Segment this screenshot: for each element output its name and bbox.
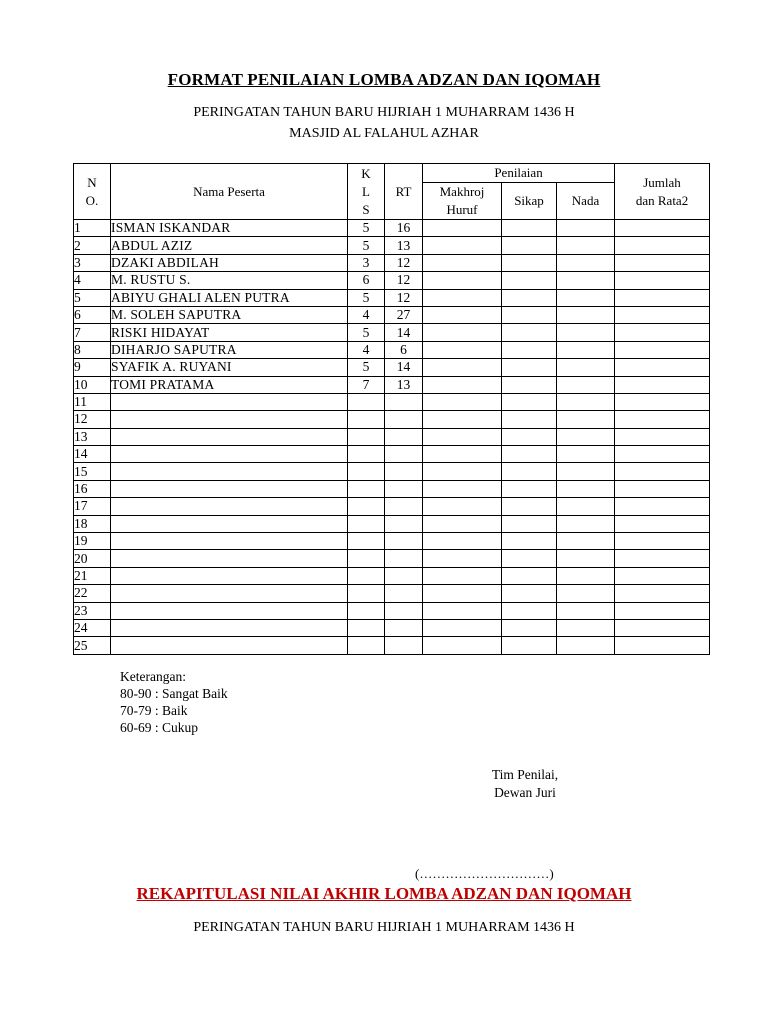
cell-rt — [385, 602, 423, 619]
cell-makhroj — [423, 237, 502, 254]
cell-nada — [557, 446, 615, 463]
cell-no: 14 — [74, 446, 111, 463]
cell-kls — [348, 480, 385, 497]
cell-nada — [557, 498, 615, 515]
cell-makhroj — [423, 637, 502, 654]
cell-name — [111, 480, 348, 497]
cell-name: M. SOLEH SAPUTRA — [111, 306, 348, 323]
cell-kls: 5 — [348, 324, 385, 341]
cell-rt: 12 — [385, 289, 423, 306]
cell-makhroj — [423, 428, 502, 445]
table-row — [74, 376, 710, 393]
cell-no: 5 — [74, 289, 111, 306]
table-row — [74, 619, 710, 636]
cell-kls: 7 — [348, 376, 385, 393]
table-row — [74, 446, 710, 463]
cell-nada — [557, 220, 615, 237]
header-makhroj: Makhroj Huruf — [423, 183, 502, 220]
cell-nada — [557, 272, 615, 289]
cell-no: 13 — [74, 428, 111, 445]
cell-nada — [557, 306, 615, 323]
cell-jumlah — [615, 289, 710, 306]
cell-kls — [348, 619, 385, 636]
table-row — [74, 359, 710, 376]
cell-rt: 13 — [385, 376, 423, 393]
cell-kls — [348, 463, 385, 480]
cell-makhroj — [423, 359, 502, 376]
signature-line1: Tim Penilai, — [491, 767, 559, 782]
cell-sikap — [502, 306, 557, 323]
cell-rt — [385, 393, 423, 410]
cell-sikap — [502, 324, 557, 341]
cell-rt: 13 — [385, 237, 423, 254]
cell-no: 16 — [74, 480, 111, 497]
legend-item: 60-69 : Cukup — [120, 720, 199, 735]
cell-name — [111, 498, 348, 515]
cell-kls — [348, 602, 385, 619]
cell-jumlah — [615, 533, 710, 550]
table-row — [74, 515, 710, 532]
cell-jumlah — [615, 637, 710, 654]
cell-nada — [557, 585, 615, 602]
cell-no: 25 — [74, 637, 111, 654]
cell-name: ABIYU GHALI ALEN PUTRA — [111, 289, 348, 306]
cell-sikap — [502, 272, 557, 289]
cell-kls — [348, 533, 385, 550]
cell-kls: 3 — [348, 254, 385, 271]
table-row — [74, 567, 710, 584]
cell-nada — [557, 376, 615, 393]
cell-makhroj — [423, 446, 502, 463]
cell-kls: 5 — [348, 289, 385, 306]
cell-makhroj — [423, 341, 502, 358]
cell-no: 21 — [74, 567, 111, 584]
cell-nada — [557, 254, 615, 271]
cell-name: SYAFIK A. RUYANI — [111, 359, 348, 376]
cell-jumlah — [615, 498, 710, 515]
table-row — [74, 637, 710, 654]
cell-no: 23 — [74, 602, 111, 619]
cell-no: 10 — [74, 376, 111, 393]
event-subtitle: PERINGATAN TAHUN BARU HIJRIAH 1 MUHARRAM 1436 H — [193, 105, 575, 120]
table-row — [74, 306, 710, 323]
cell-name — [111, 446, 348, 463]
cell-jumlah — [615, 306, 710, 323]
table-row — [74, 254, 710, 271]
cell-no: 18 — [74, 515, 111, 532]
cell-name — [111, 550, 348, 567]
table-row — [74, 428, 710, 445]
score-table — [73, 163, 710, 655]
cell-jumlah — [615, 341, 710, 358]
cell-nada — [557, 550, 615, 567]
header-sikap: Sikap — [502, 183, 557, 220]
cell-nada — [557, 463, 615, 480]
cell-jumlah — [615, 619, 710, 636]
cell-kls: 5 — [348, 359, 385, 376]
table-row — [74, 585, 710, 602]
signature-block — [440, 766, 610, 802]
cell-makhroj — [423, 220, 502, 237]
cell-rt — [385, 411, 423, 428]
cell-name: M. RUSTU S. — [111, 272, 348, 289]
legend — [120, 668, 228, 736]
cell-name — [111, 463, 348, 480]
cell-no: 12 — [74, 411, 111, 428]
cell-rt: 27 — [385, 306, 423, 323]
cell-nada — [557, 619, 615, 636]
cell-kls: 5 — [348, 220, 385, 237]
header-no: N O. — [74, 164, 111, 220]
cell-makhroj — [423, 550, 502, 567]
cell-makhroj — [423, 289, 502, 306]
cell-sikap — [502, 619, 557, 636]
cell-makhroj — [423, 463, 502, 480]
cell-makhroj — [423, 567, 502, 584]
cell-name — [111, 619, 348, 636]
cell-sikap — [502, 220, 557, 237]
cell-makhroj — [423, 602, 502, 619]
cell-makhroj — [423, 393, 502, 410]
cell-jumlah — [615, 376, 710, 393]
recap-title: REKAPITULASI NILAI AKHIR LOMBA ADZAN DAN IQOMAH — [136, 884, 632, 903]
cell-sikap — [502, 446, 557, 463]
cell-kls: 4 — [348, 341, 385, 358]
cell-no: 8 — [74, 341, 111, 358]
cell-rt — [385, 463, 423, 480]
cell-makhroj — [423, 619, 502, 636]
cell-kls — [348, 515, 385, 532]
cell-no: 20 — [74, 550, 111, 567]
cell-rt — [385, 480, 423, 497]
cell-jumlah — [615, 428, 710, 445]
cell-rt: 6 — [385, 341, 423, 358]
cell-kls — [348, 567, 385, 584]
cell-name: TOMI PRATAMA — [111, 376, 348, 393]
header-rt: RT — [385, 164, 423, 220]
cell-rt: 12 — [385, 272, 423, 289]
cell-rt — [385, 619, 423, 636]
cell-sikap — [502, 289, 557, 306]
cell-name — [111, 393, 348, 410]
cell-no: 22 — [74, 585, 111, 602]
venue-subtitle: MASJID AL FALAHUL AZHAR — [289, 126, 479, 141]
cell-kls — [348, 550, 385, 567]
cell-nada — [557, 393, 615, 410]
cell-name — [111, 637, 348, 654]
cell-rt — [385, 533, 423, 550]
cell-name: DIHARJO SAPUTRA — [111, 341, 348, 358]
cell-name — [111, 533, 348, 550]
cell-makhroj — [423, 515, 502, 532]
header-penilaian: Penilaian — [423, 164, 615, 183]
cell-jumlah — [615, 359, 710, 376]
cell-sikap — [502, 341, 557, 358]
cell-rt — [385, 637, 423, 654]
table-row — [74, 463, 710, 480]
cell-nada — [557, 289, 615, 306]
cell-kls: 5 — [348, 237, 385, 254]
cell-sikap — [502, 498, 557, 515]
table-row — [74, 411, 710, 428]
cell-name — [111, 428, 348, 445]
cell-name: RISKI HIDAYAT — [111, 324, 348, 341]
cell-jumlah — [615, 585, 710, 602]
cell-sikap — [502, 428, 557, 445]
cell-no: 3 — [74, 254, 111, 271]
cell-makhroj — [423, 498, 502, 515]
cell-no: 9 — [74, 359, 111, 376]
cell-sikap — [502, 480, 557, 497]
cell-jumlah — [615, 324, 710, 341]
table-row — [74, 272, 710, 289]
cell-sikap — [502, 585, 557, 602]
cell-nada — [557, 480, 615, 497]
cell-name — [111, 567, 348, 584]
table-row — [74, 341, 710, 358]
cell-nada — [557, 533, 615, 550]
cell-sikap — [502, 637, 557, 654]
cell-rt — [385, 428, 423, 445]
cell-jumlah — [615, 515, 710, 532]
cell-kls: 6 — [348, 272, 385, 289]
cell-rt: 14 — [385, 359, 423, 376]
cell-kls — [348, 411, 385, 428]
cell-jumlah — [615, 463, 710, 480]
cell-sikap — [502, 463, 557, 480]
cell-rt: 16 — [385, 220, 423, 237]
table-row — [74, 550, 710, 567]
table-row — [74, 602, 710, 619]
cell-no: 17 — [74, 498, 111, 515]
cell-rt — [385, 550, 423, 567]
table-row — [74, 480, 710, 497]
legend-label: Keterangan: — [120, 669, 186, 684]
cell-name: ABDUL AZIZ — [111, 237, 348, 254]
cell-kls — [348, 393, 385, 410]
page-title: FORMAT PENILAIAN LOMBA ADZAN DAN IQOMAH — [167, 70, 601, 89]
cell-no: 1 — [74, 220, 111, 237]
signature-line2: Dewan Juri — [494, 785, 556, 800]
cell-sikap — [502, 411, 557, 428]
cell-jumlah — [615, 237, 710, 254]
cell-name — [111, 602, 348, 619]
cell-nada — [557, 411, 615, 428]
table-row — [74, 498, 710, 515]
cell-nada — [557, 237, 615, 254]
cell-jumlah — [615, 272, 710, 289]
table-row — [74, 533, 710, 550]
cell-jumlah — [615, 393, 710, 410]
cell-nada — [557, 341, 615, 358]
cell-no: 15 — [74, 463, 111, 480]
cell-jumlah — [615, 446, 710, 463]
cell-nada — [557, 567, 615, 584]
legend-item: 70-79 : Baik — [120, 703, 188, 718]
cell-jumlah — [615, 480, 710, 497]
cell-no: 6 — [74, 306, 111, 323]
cell-name: ISMAN ISKANDAR — [111, 220, 348, 237]
cell-jumlah — [615, 602, 710, 619]
cell-makhroj — [423, 254, 502, 271]
cell-jumlah — [615, 411, 710, 428]
cell-sikap — [502, 254, 557, 271]
cell-sikap — [502, 237, 557, 254]
legend-item: 80-90 : Sangat Baik — [120, 686, 228, 701]
cell-rt: 12 — [385, 254, 423, 271]
cell-kls — [348, 428, 385, 445]
cell-rt — [385, 585, 423, 602]
cell-makhroj — [423, 324, 502, 341]
cell-name — [111, 585, 348, 602]
cell-kls — [348, 498, 385, 515]
cell-nada — [557, 637, 615, 654]
cell-jumlah — [615, 550, 710, 567]
cell-jumlah — [615, 254, 710, 271]
header-jumlah: Jumlah dan Rata2 — [615, 164, 710, 220]
cell-nada — [557, 602, 615, 619]
table-row — [74, 324, 710, 341]
cell-sikap — [502, 376, 557, 393]
table-row — [74, 237, 710, 254]
cell-makhroj — [423, 533, 502, 550]
cell-no: 4 — [74, 272, 111, 289]
cell-sikap — [502, 393, 557, 410]
cell-kls — [348, 446, 385, 463]
cell-sikap — [502, 550, 557, 567]
cell-rt — [385, 567, 423, 584]
cell-no: 2 — [74, 237, 111, 254]
signature-placeholder: (…………………………) — [415, 866, 554, 881]
cell-makhroj — [423, 480, 502, 497]
cell-sikap — [502, 533, 557, 550]
cell-sikap — [502, 515, 557, 532]
cell-makhroj — [423, 376, 502, 393]
cell-rt — [385, 498, 423, 515]
table-row — [74, 289, 710, 306]
header-kls: K L S — [348, 164, 385, 220]
header-name: Nama Peserta — [111, 164, 348, 220]
cell-makhroj — [423, 306, 502, 323]
cell-nada — [557, 515, 615, 532]
cell-name — [111, 515, 348, 532]
cell-nada — [557, 428, 615, 445]
cell-rt: 14 — [385, 324, 423, 341]
cell-nada — [557, 359, 615, 376]
table-row — [74, 220, 710, 237]
cell-no: 7 — [74, 324, 111, 341]
cell-makhroj — [423, 272, 502, 289]
cell-no: 11 — [74, 393, 111, 410]
recap-subtitle: PERINGATAN TAHUN BARU HIJRIAH 1 MUHARRAM 1436 H — [193, 920, 575, 935]
cell-name — [111, 411, 348, 428]
cell-name: DZAKI ABDILAH — [111, 254, 348, 271]
cell-makhroj — [423, 585, 502, 602]
table-row — [74, 393, 710, 410]
cell-no: 24 — [74, 619, 111, 636]
cell-jumlah — [615, 567, 710, 584]
cell-rt — [385, 515, 423, 532]
cell-makhroj — [423, 411, 502, 428]
cell-sikap — [502, 359, 557, 376]
cell-kls: 4 — [348, 306, 385, 323]
cell-kls — [348, 585, 385, 602]
cell-sikap — [502, 602, 557, 619]
cell-nada — [557, 324, 615, 341]
cell-rt — [385, 446, 423, 463]
cell-no: 19 — [74, 533, 111, 550]
header-nada: Nada — [557, 183, 615, 220]
cell-jumlah — [615, 220, 710, 237]
cell-sikap — [502, 567, 557, 584]
cell-kls — [348, 637, 385, 654]
